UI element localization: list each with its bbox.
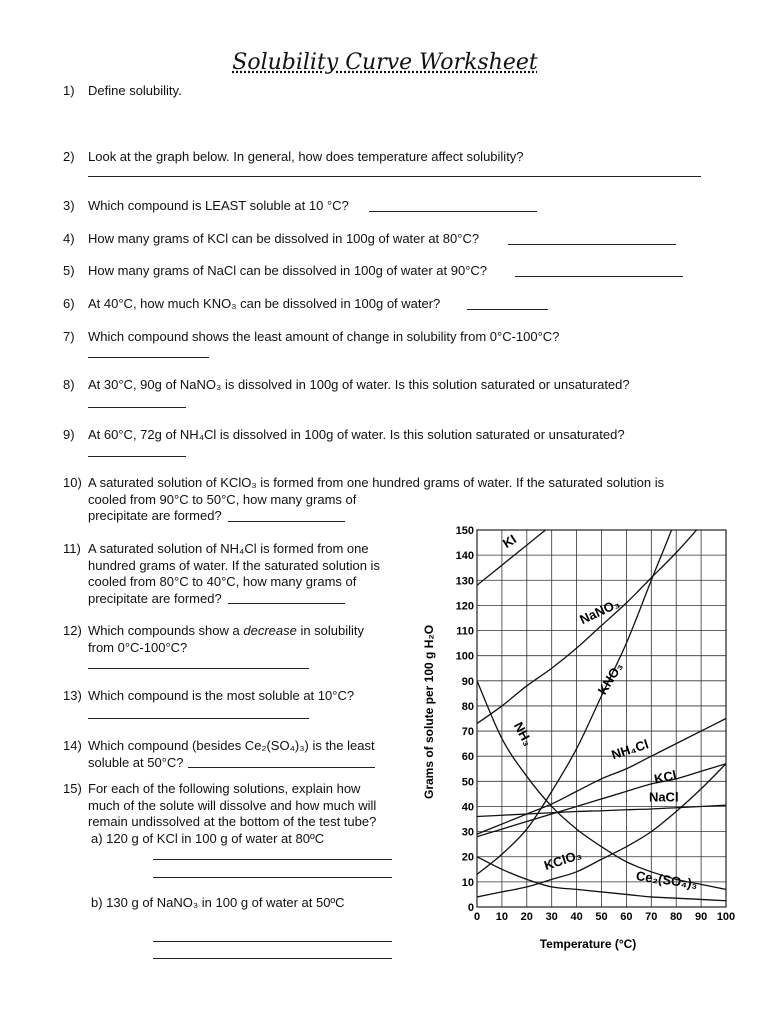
y-tick-label: 10	[461, 876, 474, 889]
question-6	[63, 296, 753, 313]
question-text: A saturated solution of KClO₃ is formed from one hundred grams of water. If the saturated solution is	[88, 475, 665, 490]
series-label: NH₃	[510, 719, 536, 749]
question-text: Which compound is the most soluble at 10°C?	[88, 688, 355, 703]
answer-line[interactable]	[153, 877, 392, 878]
series-label: KI	[499, 531, 519, 552]
question-number: 11)	[63, 541, 81, 556]
y-tick-label: 40	[461, 801, 474, 814]
y-tick-label: 100	[455, 650, 474, 663]
question-number: 4)	[63, 231, 75, 246]
question-text: cooled from 90°C to 50°C, how many grams of	[88, 491, 357, 507]
question-text: At 40°C, how much KNO₃ can be dissolved in 100g of water?	[88, 296, 441, 311]
y-tick-label: 120	[455, 600, 474, 613]
question-text: At 60°C, 72g of NH₄Cl is dissolved in 100g of water. Is this solution saturated or unsaturated?	[88, 427, 625, 442]
question-text: precipitate are formed?	[88, 508, 222, 523]
series-label: KCl	[652, 767, 678, 787]
question-number: 15)	[63, 781, 82, 796]
question-9	[63, 427, 753, 444]
x-tick-label: 10	[495, 911, 509, 923]
question-text: precipitate are formed?	[88, 590, 222, 606]
y-tick-label: 130	[455, 575, 474, 588]
emphasis-text: decrease	[243, 623, 297, 638]
question-7	[63, 329, 753, 346]
question-15a: a) 120 g of KCl in 100 g of water at 80ºC	[91, 830, 325, 846]
x-tick-label: 100	[716, 911, 736, 923]
answer-line[interactable]	[88, 668, 309, 669]
y-tick-label: 140	[455, 550, 474, 563]
answer-line[interactable]	[88, 176, 701, 177]
answer-line[interactable]	[228, 603, 345, 604]
question-text-part: in solubility	[296, 623, 365, 638]
question-text: Which compound (besides Ce₂(SO₄)₃) is the least	[88, 738, 375, 753]
answer-line[interactable]	[88, 456, 186, 457]
answer-line[interactable]	[515, 276, 683, 277]
answer-line[interactable]	[88, 718, 309, 719]
series-label: KNO₃	[594, 659, 626, 698]
question-number: 2)	[63, 149, 75, 164]
y-tick-label: 110	[456, 625, 474, 638]
x-tick-label: 80	[670, 911, 683, 923]
y-tick-label: 0	[467, 902, 474, 914]
question-15	[63, 781, 423, 851]
question-text: For each of the following solutions, explain how	[88, 781, 361, 796]
question-13	[63, 688, 423, 705]
series-label: NH₄Cl	[609, 736, 651, 763]
y-tick-label: 150	[455, 525, 474, 537]
x-tick-label: 50	[595, 911, 608, 923]
series-label: Ce₂(SO₄)₃	[635, 868, 699, 892]
question-number: 5)	[63, 263, 75, 278]
question-number: 7)	[63, 329, 75, 344]
answer-line[interactable]	[153, 859, 392, 860]
page-title: Solubility Curve Worksheet	[232, 50, 538, 75]
question-text: from 0°C-100°C?	[88, 639, 188, 655]
question-text: Which compound shows the least amount of change in solubility from 0°C-100°C?	[88, 329, 560, 344]
series-label: NaNO₃	[577, 595, 622, 628]
x-tick-label: 90	[694, 911, 708, 923]
x-tick-label: 60	[620, 911, 633, 923]
x-tick-label: 0	[473, 911, 481, 923]
question-text: Which compound is LEAST soluble at 10 °C?	[88, 198, 349, 213]
question-5	[63, 263, 753, 280]
answer-line[interactable]	[228, 521, 345, 522]
y-tick-label: 70	[461, 726, 474, 739]
y-axis-label: Grams of solute per 100 g H₂O	[422, 624, 436, 800]
y-tick-label: 30	[461, 826, 474, 839]
question-1	[63, 83, 753, 100]
question-8	[63, 377, 753, 394]
question-number: 9)	[63, 427, 75, 442]
question-number: 8)	[63, 377, 75, 392]
question-text: How many grams of NaCl can be dissolved in 100g of water at 90°C?	[88, 263, 488, 278]
y-tick-label: 60	[461, 751, 474, 764]
question-15b	[91, 895, 421, 912]
question-text: Look at the graph below. In general, how does temperature affect solubility?	[88, 149, 524, 164]
question-text-part: Which compounds show a	[88, 623, 244, 638]
y-tick-label: 90	[461, 675, 474, 688]
answer-line[interactable]	[508, 244, 676, 245]
question-text: A saturated solution of NH₄Cl is formed from one	[88, 541, 369, 556]
answer-line[interactable]	[88, 407, 186, 408]
answer-line[interactable]	[467, 309, 548, 310]
series-label: KClO₃	[542, 846, 584, 874]
x-tick-label: 70	[645, 911, 658, 923]
question-11	[63, 541, 423, 609]
x-tick-label: 20	[520, 911, 533, 923]
question-number: 6)	[63, 296, 75, 311]
question-text: How many grams of KCl can be dissolved in 100g of water at 80°C?	[88, 231, 480, 246]
question-number: 10)	[63, 475, 82, 490]
question-text: At 30°C, 90g of NaNO₃ is dissolved in 100g of water. Is this solution saturated or unsaturated?	[88, 377, 630, 392]
question-text: soluble at 50°C?	[88, 754, 184, 770]
series-label: NaCl	[648, 789, 679, 805]
question-2	[63, 149, 753, 166]
chart-grid	[456, 525, 736, 923]
question-number: 1)	[63, 83, 75, 98]
solubility-chart	[400, 515, 750, 965]
question-text: hundred grams of water. If the saturated solution is	[88, 557, 380, 573]
question-number: 3)	[63, 198, 75, 213]
question-12	[63, 623, 423, 658]
question-number: 14)	[63, 738, 82, 753]
answer-line[interactable]	[153, 941, 392, 942]
answer-line[interactable]	[369, 211, 537, 212]
x-tick-label: 30	[545, 911, 558, 923]
x-axis-label: Temperature (°C)	[539, 937, 637, 951]
question-number: 13)	[63, 688, 82, 703]
y-tick-label: 20	[461, 851, 474, 864]
answer-line[interactable]	[88, 357, 209, 358]
question-number: 12)	[63, 623, 82, 638]
question-text	[88, 623, 364, 640]
question-text: much of the solute will dissolve and how much will	[88, 797, 377, 813]
answer-line[interactable]	[188, 767, 375, 768]
question-text: remain undissolved at the bottom of the test tube?	[88, 814, 377, 829]
question-4	[63, 231, 753, 248]
answer-line[interactable]	[153, 958, 392, 959]
question-3	[63, 198, 753, 215]
y-tick-label: 50	[461, 776, 474, 789]
question-text: b) 130 g of NaNO₃ in 100 g of water at 50ºC	[91, 895, 345, 910]
question-text: Define solubility.	[88, 83, 182, 98]
x-tick-label: 40	[570, 911, 583, 923]
y-tick-label: 80	[461, 700, 474, 713]
question-text: cooled from 80°C to 40°C, how many grams of	[88, 574, 357, 589]
chart-labels	[500, 531, 699, 891]
